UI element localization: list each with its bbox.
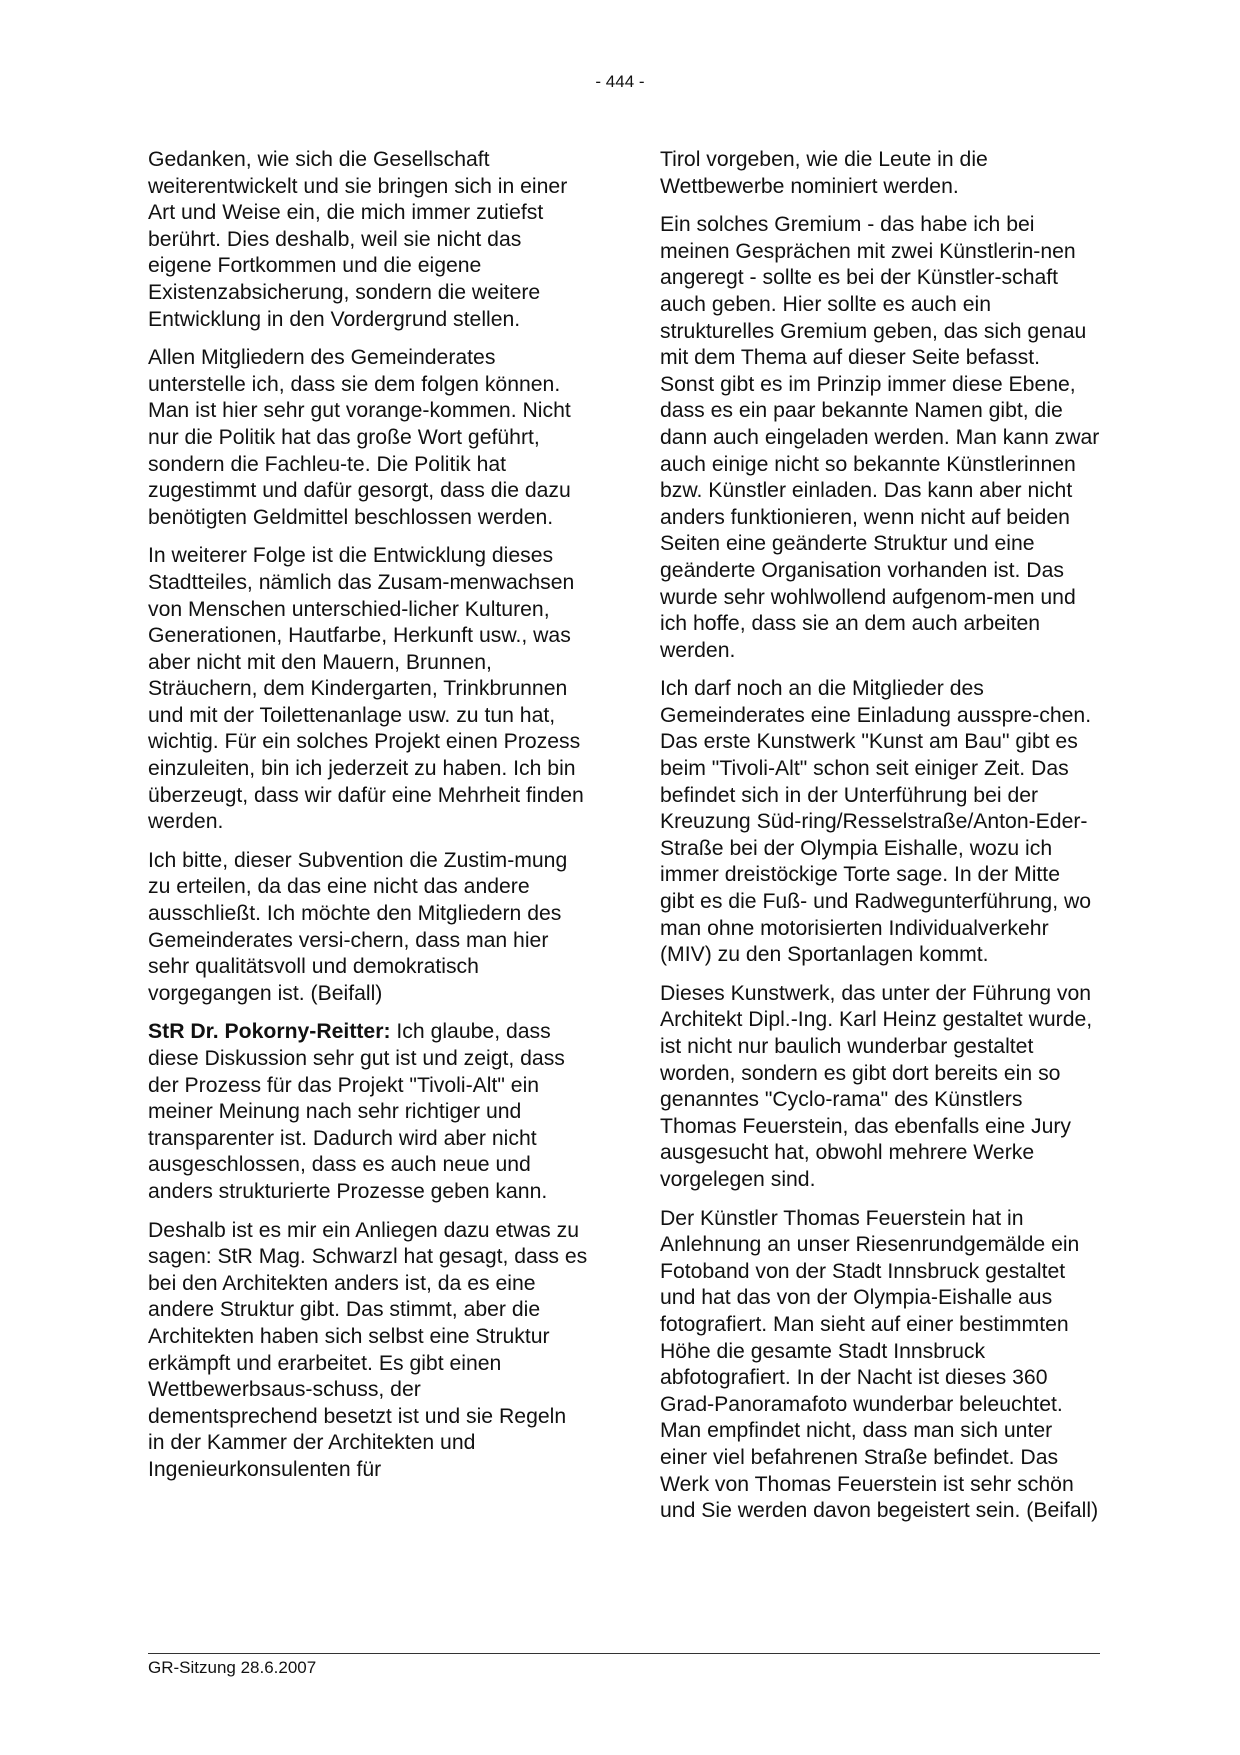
footer-text: GR-Sitzung 28.6.2007 — [148, 1658, 317, 1677]
paragraph — [148, 1019, 588, 1205]
page-number: - 444 - — [595, 72, 645, 91]
paragraph: Allen Mitgliedern des Gemeinderates unterstelle ich, dass sie dem folgen können. Man ist hier sehr gut vorange-kommen. Nicht nur die Politik hat das große Wort geführt, sondern die Fachleu-te. Die Politik hat zugestimmt und dafür gesorgt, dass die dazu benötigten Geldmittel beschlossen werden. — [148, 346, 571, 529]
paragraph: Tirol vorgeben, wie die Leute in die Wettbewerbe nominiert werden. — [660, 148, 988, 198]
paragraph: In weiterer Folge ist die Entwicklung dieses Stadtteiles, nämlich das Zusam-menwachsen von Menschen unterschied-licher Kulturen, Generationen, Hautfarbe, Herkunft usw., was aber nicht mit den Mauern, Brunnen, Sträuchern, dem Kindergarten, Trinkbrunnen und mit der Toilettenanlage usw. zu tun hat, wichtig. Für ein solches Projekt einen Prozess einzuleiten, bin ich jederzeit zu haben. Ich bin überzeugt, dass wir dafür eine Mehrheit finden werden. — [148, 544, 584, 834]
speaker-name: StR Dr. Pokorny-Reitter: — [148, 1020, 391, 1044]
speaker-text: Ich glaube, dass diese Diskussion sehr gut ist und zeigt, dass der Prozess für das Projekt "Tivoli-Alt" ein meiner Meinung nach sehr richtiger und transparenter ist. Dadurch wird aber nicht ausgeschlossen, dass es auch neue und anders strukturierte Prozesse geben kann. — [148, 1020, 565, 1203]
footer-divider — [148, 1653, 1100, 1654]
paragraph: Dieses Kunstwerk, das unter der Führung von Architekt Dipl.-Ing. Karl Heinz gestaltet wurde, ist nicht nur baulich wunderbar gestaltet worden, sondern es gibt dort bereits ein so genanntes "Cyclo-rama" des Künstlers Thomas Feuerstein, das ebenfalls eine Jury ausgesucht hat, obwohl mehrere Werke vorgelegen sind. — [660, 981, 1093, 1191]
paragraph: Deshalb ist es mir ein Anliegen dazu etwas zu sagen: StR Mag. Schwarzl hat gesagt, dass es bei den Architekten anders ist, da es eine andere Struktur gibt. Das stimmt, aber die Architekten haben sich selbst eine Struktur erkämpft und erarbeitet. Es gibt einen Wettbewerbsaus-schuss, der dementsprechend besetzt ist und sie Regeln in der Kammer der Architekten und Ingenieurkonsulenten für — [148, 1218, 588, 1481]
left-column — [148, 147, 588, 1496]
paragraph: Ein solches Gremium - das habe ich bei meinen Gesprächen mit zwei Künstlerin-nen angeregt - sollte es bei der Künstler-schaft auch geben. Hier sollte es auch ein strukturelles Gremium geben, das sich genau mit dem Thema auf dieser Seite befasst. Sonst gibt es im Prinzip immer diese Ebene, dass es ein paar bekannte Namen gibt, die dann auch eingeladen werden. Man kann zwar auch einige nicht so bekannte Künstlerinnen bzw. Künstler einladen. Das kann aber nicht anders funktionieren, wenn nicht auf beiden Seiten eine geänderte Struktur und eine geänderte Organisation vorhanden ist. Das wurde sehr wohlwollend aufgenom-men und ich hoffe, dass sie an dem auch arbeiten werden. — [660, 213, 1100, 662]
paragraph: Ich bitte, dieser Subvention die Zustim-mung zu erteilen, da das eine nicht das andere ausschließt. Ich möchte den Mitgliedern des Gemeinderates versi-chern, dass man hier sehr qualitätsvoll und demokratisch vorgegangen ist. (Beifall) — [148, 848, 568, 1005]
right-column — [660, 147, 1100, 1537]
paragraph: Der Künstler Thomas Feuerstein hat in Anlehnung an unser Riesenrundgemälde ein Fotoband von der Stadt Innsbruck gestaltet und hat das von der Olympia-Eishalle aus fotografiert. Man sieht auf einer bestimmten Höhe die gesamte Stadt Innsbruck abfotografiert. In der Nacht ist dieses 360 Grad-Panoramafoto wunderbar beleuchtet. Man empfindet nicht, dass man sich unter einer viel befahrenen Straße befindet. Das Werk von Thomas Feuerstein ist sehr schön und Sie werden davon begeistert sein. (Beifall) — [660, 1206, 1099, 1523]
paragraph: Ich darf noch an die Mitglieder des Gemeinderates eine Einladung ausspre-chen. Das erste Kunstwerk "Kunst am Bau" gibt es beim "Tivoli-Alt" schon seit einiger Zeit. Das befindet sich in der Unterführung bei der Kreuzung Süd-ring/Resselstraße/Anton-Eder-Straße bei der Olympia Eishalle, wozu ich immer dreistöckige Torte sage. In der Mitte gibt es die Fuß- und Radwegunterführung, wo man ohne motorisierten Individualverkehr (MIV) zu den Sportanlagen kommt. — [660, 677, 1092, 967]
paragraph: Gedanken, wie sich die Gesellschaft weiterentwickelt und sie bringen sich in einer Art und Weise ein, die mich immer zutiefst berührt. Dies deshalb, weil sie nicht das eigene Fortkommen und die eigene Existenzabsicherung, sondern die weitere Entwicklung in den Vordergrund stellen. — [148, 148, 568, 331]
